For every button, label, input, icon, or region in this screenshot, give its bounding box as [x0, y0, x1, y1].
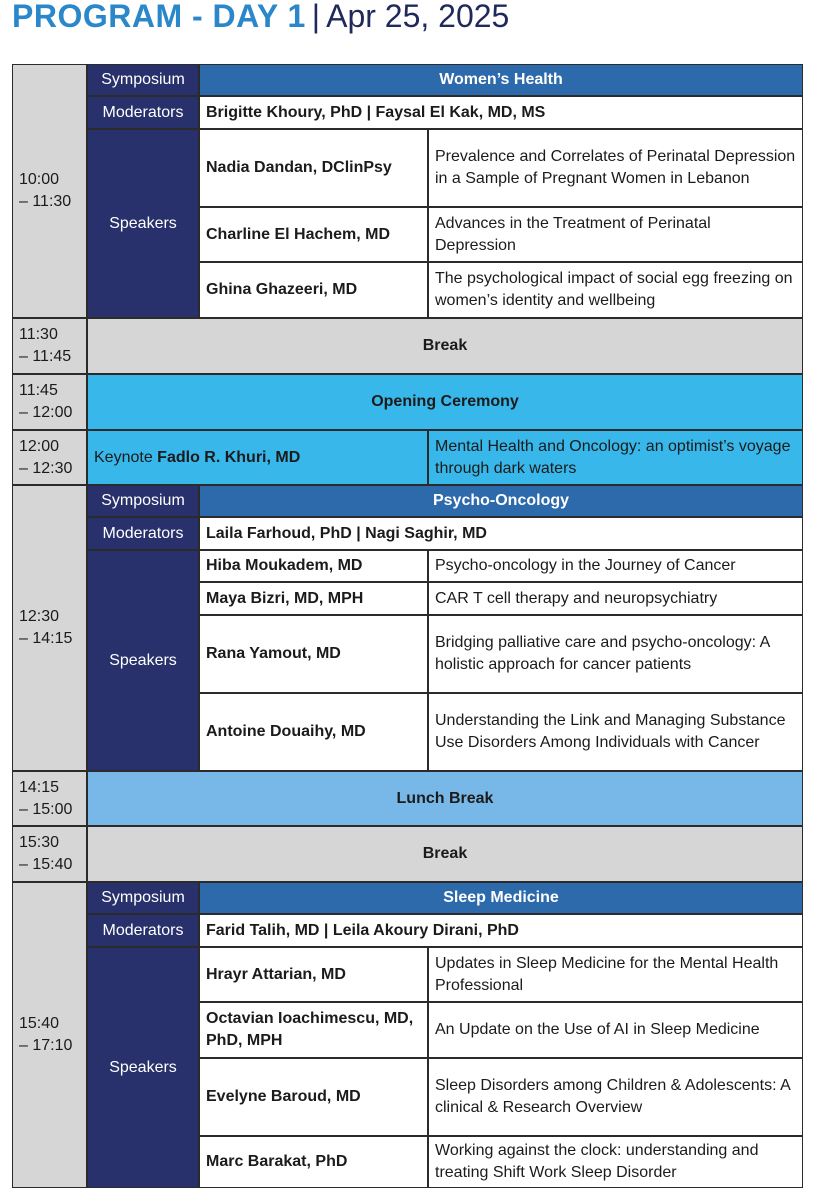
talk-title: Sleep Disorders among Children & Adolescents: A clinical & Research Overview — [428, 1058, 803, 1136]
speaker-name: Nadia Dandan, DClinPsy — [199, 129, 428, 207]
speaker-name: Evelyne Baroud, MD — [199, 1058, 428, 1136]
session1-title: Women’s Health — [199, 64, 803, 96]
session2-time: 12:30 – 14:15 — [12, 485, 87, 771]
lunch-time: 14:15 – 15:00 — [12, 771, 87, 826]
talk-title: Updates in Sleep Medicine for the Mental Health Professional — [428, 947, 803, 1002]
program-date: Apr 25, 2025 — [326, 0, 510, 34]
program-table — [12, 64, 803, 1188]
session3-moderators: Farid Talih, MD | Leila Akoury Dirani, PhD — [199, 914, 803, 947]
break2-time: 15:30 – 15:40 — [12, 826, 87, 882]
break1-time: 11:30 – 11:45 — [12, 318, 87, 374]
session1-time: 10:00 – 11:30 — [12, 64, 87, 318]
talk-title: Advances in the Treatment of Perinatal Depression — [428, 207, 803, 262]
speaker-name: Maya Bizri, MD, MPH — [199, 582, 428, 615]
header-separator: | — [311, 0, 321, 34]
opening-ceremony-row: Opening Ceremony — [87, 374, 803, 430]
moderators-label: Moderators — [87, 914, 199, 947]
talk-title: The psychological impact of social egg freezing on women’s identity and wellbeing — [428, 262, 803, 318]
talk-title: Working against the clock: understanding and treating Shift Work Sleep Disorder — [428, 1136, 803, 1188]
talk-title: CAR T cell therapy and neuropsychiatry — [428, 582, 803, 615]
moderators-label: Moderators — [87, 517, 199, 550]
program-title: PROGRAM - DAY 1 — [12, 0, 306, 34]
talk-title: Bridging palliative care and psycho-oncology: A holistic approach for cancer patients — [428, 615, 803, 693]
lunch-break-row: Lunch Break — [87, 771, 803, 826]
speaker-name: Marc Barakat, PhD — [199, 1136, 428, 1188]
speaker-name: Hrayr Attarian, MD — [199, 947, 428, 1002]
session1-moderators: Brigitte Khoury, PhD | Faysal El Kak, MD, MS — [199, 96, 803, 129]
talk-title: Psycho-oncology in the Journey of Cancer — [428, 550, 803, 582]
break-row: Break — [87, 826, 803, 882]
speaker-name: Hiba Moukadem, MD — [199, 550, 428, 582]
keynote-label: Keynote — [94, 448, 153, 466]
speaker-name: Antoine Douaihy, MD — [199, 693, 428, 771]
talk-title: An Update on the Use of AI in Sleep Medicine — [428, 1002, 803, 1058]
moderators-label: Moderators — [87, 96, 199, 129]
keynote-speaker-cell — [87, 430, 428, 485]
keynote-speaker: Fadlo R. Khuri, MD — [157, 448, 301, 466]
speaker-name: Rana Yamout, MD — [199, 615, 428, 693]
symposium-label: Symposium — [87, 882, 199, 914]
talk-title: Understanding the Link and Managing Substance Use Disorders Among Individuals with Cancer — [428, 693, 803, 771]
speaker-name: Ghina Ghazeeri, MD — [199, 262, 428, 318]
speakers-label: Speakers — [87, 550, 199, 771]
session2-title: Psycho-Oncology — [199, 485, 803, 517]
session3-title: Sleep Medicine — [199, 882, 803, 914]
session3-time: 15:40 – 17:10 — [12, 882, 87, 1188]
speaker-name: Charline El Hachem, MD — [199, 207, 428, 262]
break-row: Break — [87, 318, 803, 374]
symposium-label: Symposium — [87, 64, 199, 96]
talk-title: Prevalence and Correlates of Perinatal Depression in a Sample of Pregnant Women in Lebanon — [428, 129, 803, 207]
speaker-name: Octavian Ioachimescu, MD, PhD, MPH — [199, 1002, 428, 1058]
symposium-label: Symposium — [87, 485, 199, 517]
speakers-label: Speakers — [87, 129, 199, 318]
keynote-time: 12:00 – 12:30 — [12, 430, 87, 485]
page-header — [12, 0, 509, 36]
speakers-label: Speakers — [87, 947, 199, 1188]
session2-moderators: Laila Farhoud, PhD | Nagi Saghir, MD — [199, 517, 803, 550]
opening-time: 11:45 – 12:00 — [12, 374, 87, 430]
keynote-title: Mental Health and Oncology: an optimist’s voyage through dark waters — [428, 430, 803, 485]
